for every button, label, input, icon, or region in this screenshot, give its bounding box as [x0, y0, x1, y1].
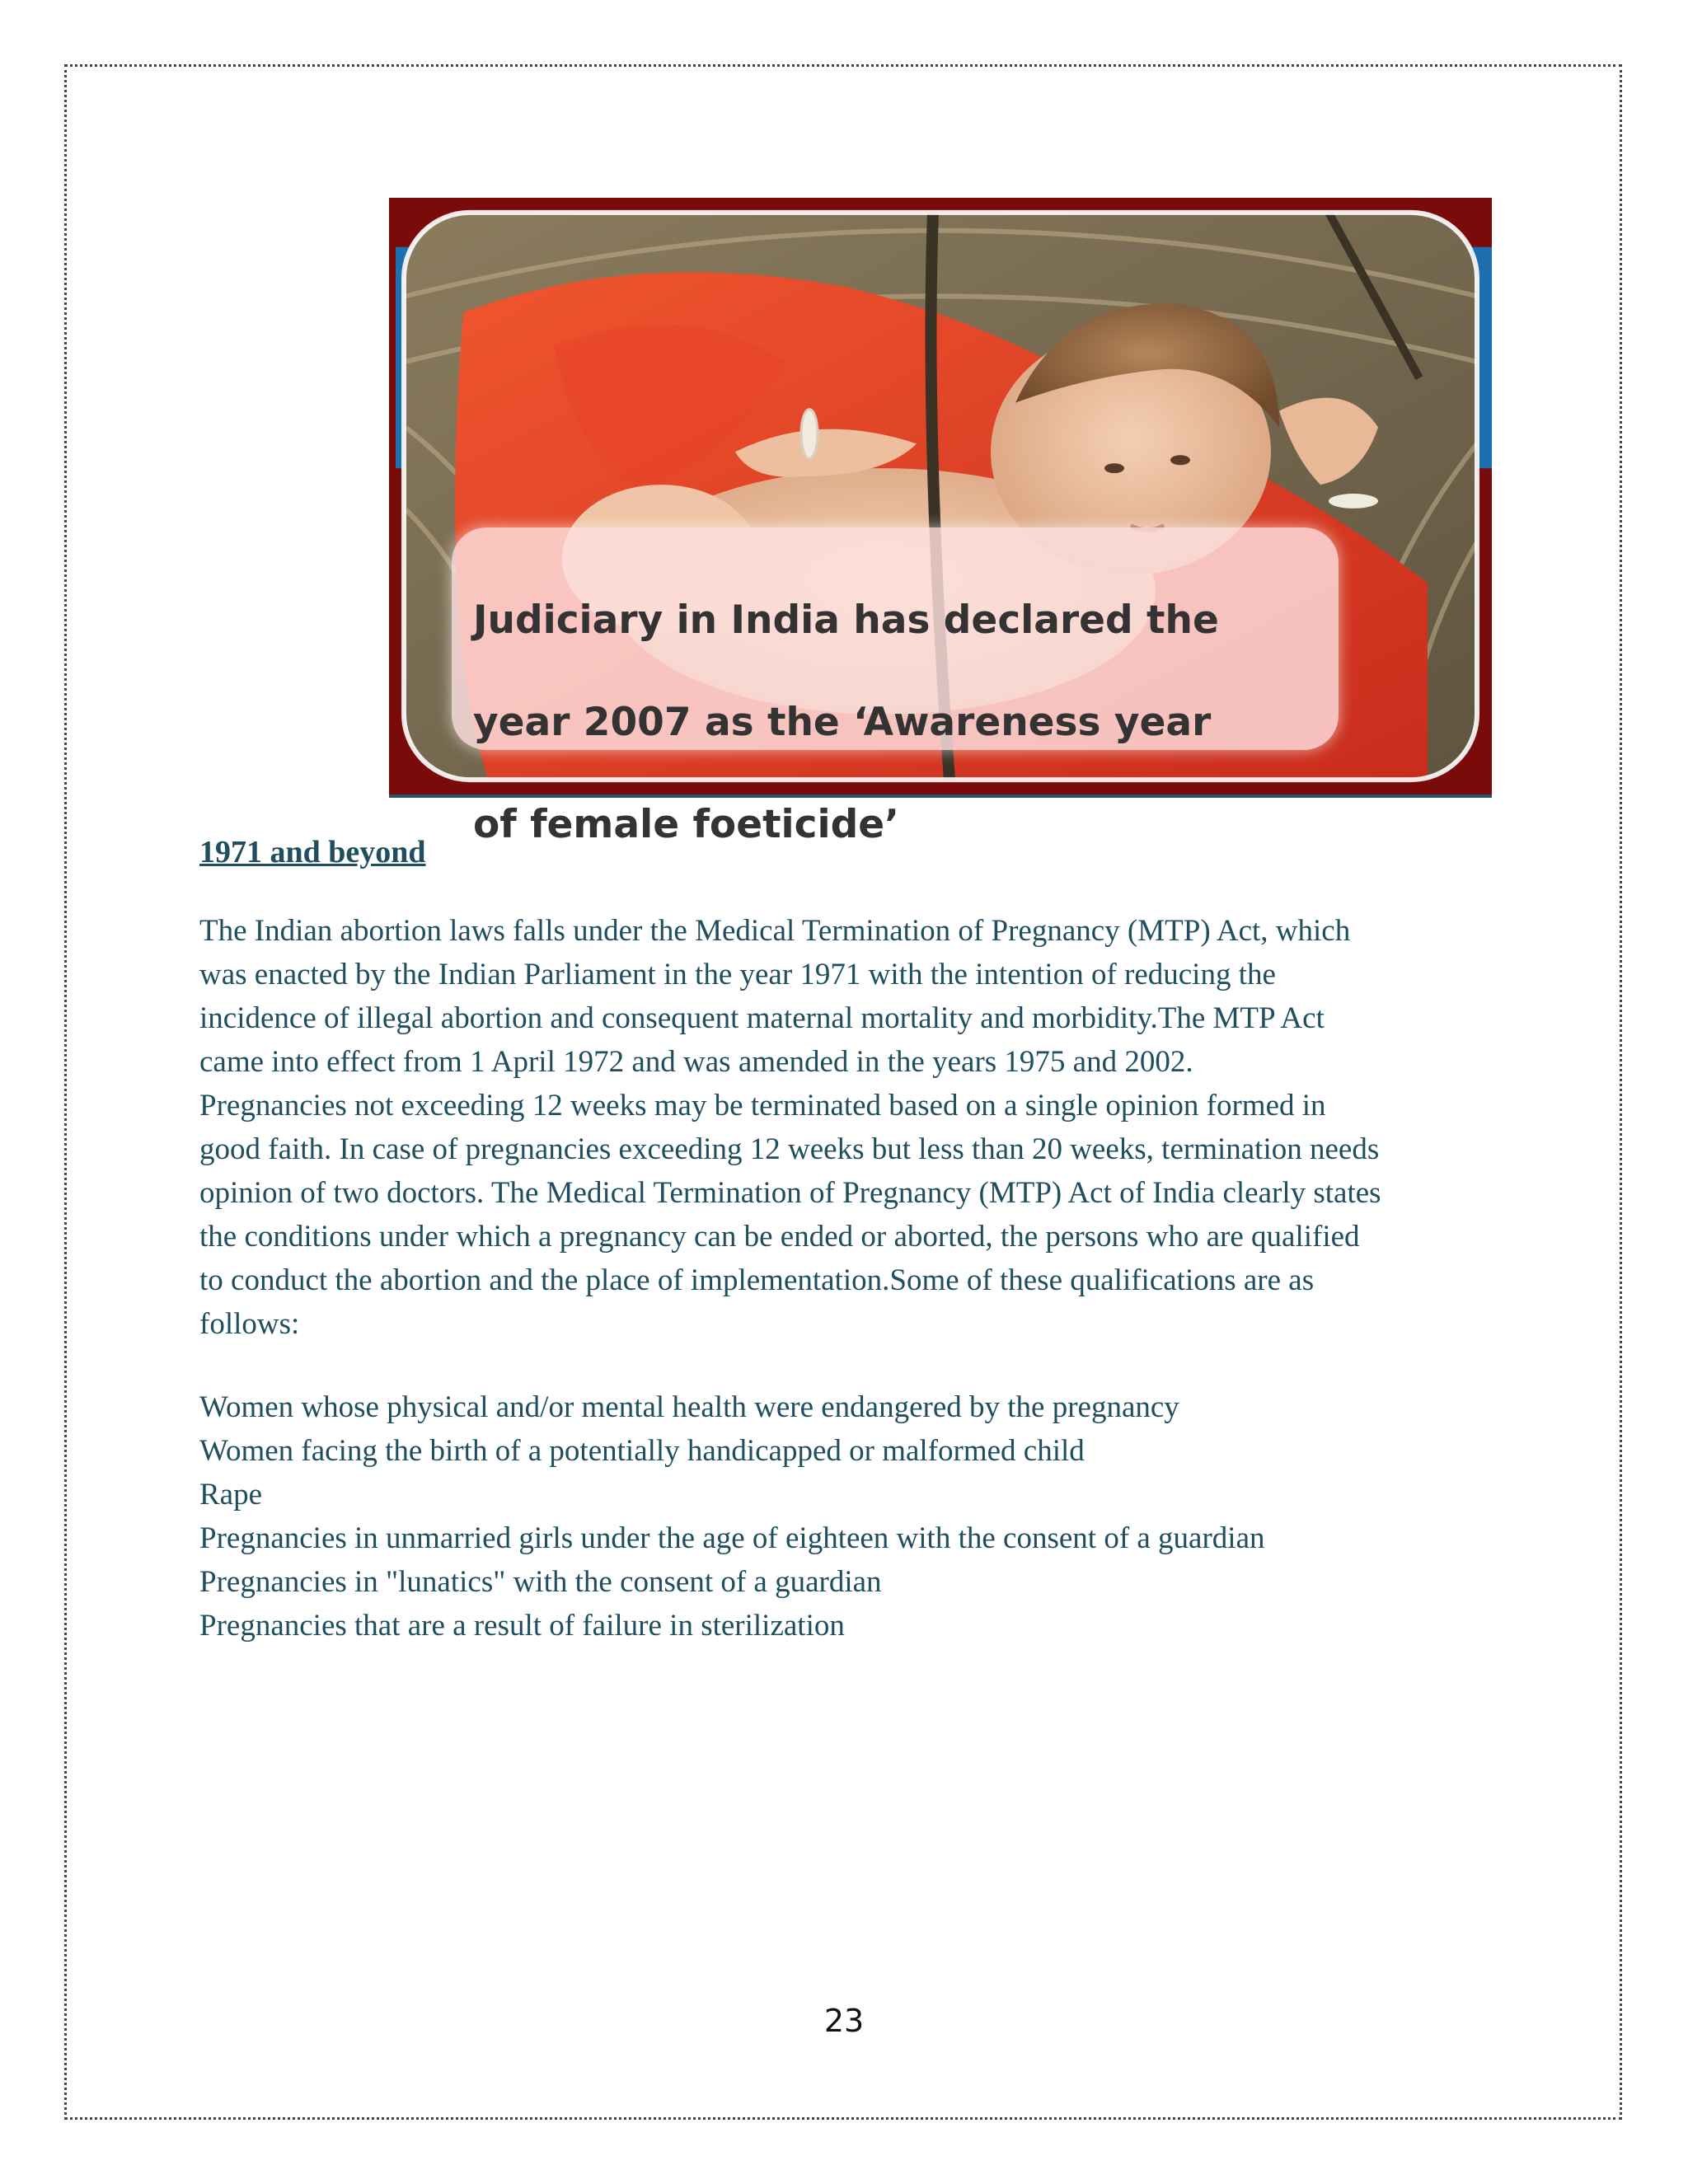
paragraph-line: was enacted by the Indian Parliament in the year 1971 with the intention of reducing the — [199, 958, 1276, 991]
caption-line: Judiciary in India has declared the — [473, 598, 1219, 643]
list-item: Pregnancies in unmarried girls under the age of eighteen with the consent of a guardian — [199, 1521, 1265, 1555]
list-item: Pregnancies in "lunatics" with the consent of a guardian — [199, 1565, 882, 1599]
section-heading: 1971 and beyond — [199, 835, 426, 869]
paragraph-line: incidence of illegal abortion and consequent maternal mortality and morbidity.The MTP Act — [199, 1001, 1325, 1035]
paragraph-line: good faith. In case of pregnancies exceeding 12 weeks but less than 20 weeks, termination needs — [199, 1132, 1380, 1166]
page-number: 23 — [823, 2003, 865, 2039]
paragraph-line: Pregnancies not exceeding 12 weeks may be terminated based on a single opinion formed in — [199, 1089, 1326, 1122]
paragraph-line: The Indian abortion laws falls under the Medical Termination of Pregnancy (MTP) Act, which — [199, 914, 1351, 948]
image-caption — [473, 544, 1330, 902]
list-item: Women whose physical and/or mental health were endangered by the pregnancy — [199, 1390, 1179, 1424]
paragraph-line: came into effect from 1 April 1972 and was amended in the years 1975 and 2002. — [199, 1045, 1193, 1079]
caption-line: year 2007 as the ‘Awareness year — [473, 700, 1212, 745]
paragraph-line: opinion of two doctors. The Medical Termination of Pregnancy (MTP) Act of India clearly states — [199, 1176, 1381, 1210]
paragraph-line: follows: — [199, 1307, 300, 1341]
list-item: Women facing the birth of a potentially handicapped or malformed child — [199, 1434, 1085, 1468]
paragraph-line: to conduct the abortion and the place of implementation.Some of these qualifications are as — [199, 1263, 1315, 1297]
list-item: Pregnancies that are a result of failure in sterilization — [199, 1609, 845, 1643]
paragraph-line: the conditions under which a pregnancy can be ended or aborted, the persons who are qualified — [199, 1220, 1360, 1254]
list-item: Rape — [199, 1478, 263, 1511]
caption-line: of female foeticide’ — [473, 802, 899, 847]
